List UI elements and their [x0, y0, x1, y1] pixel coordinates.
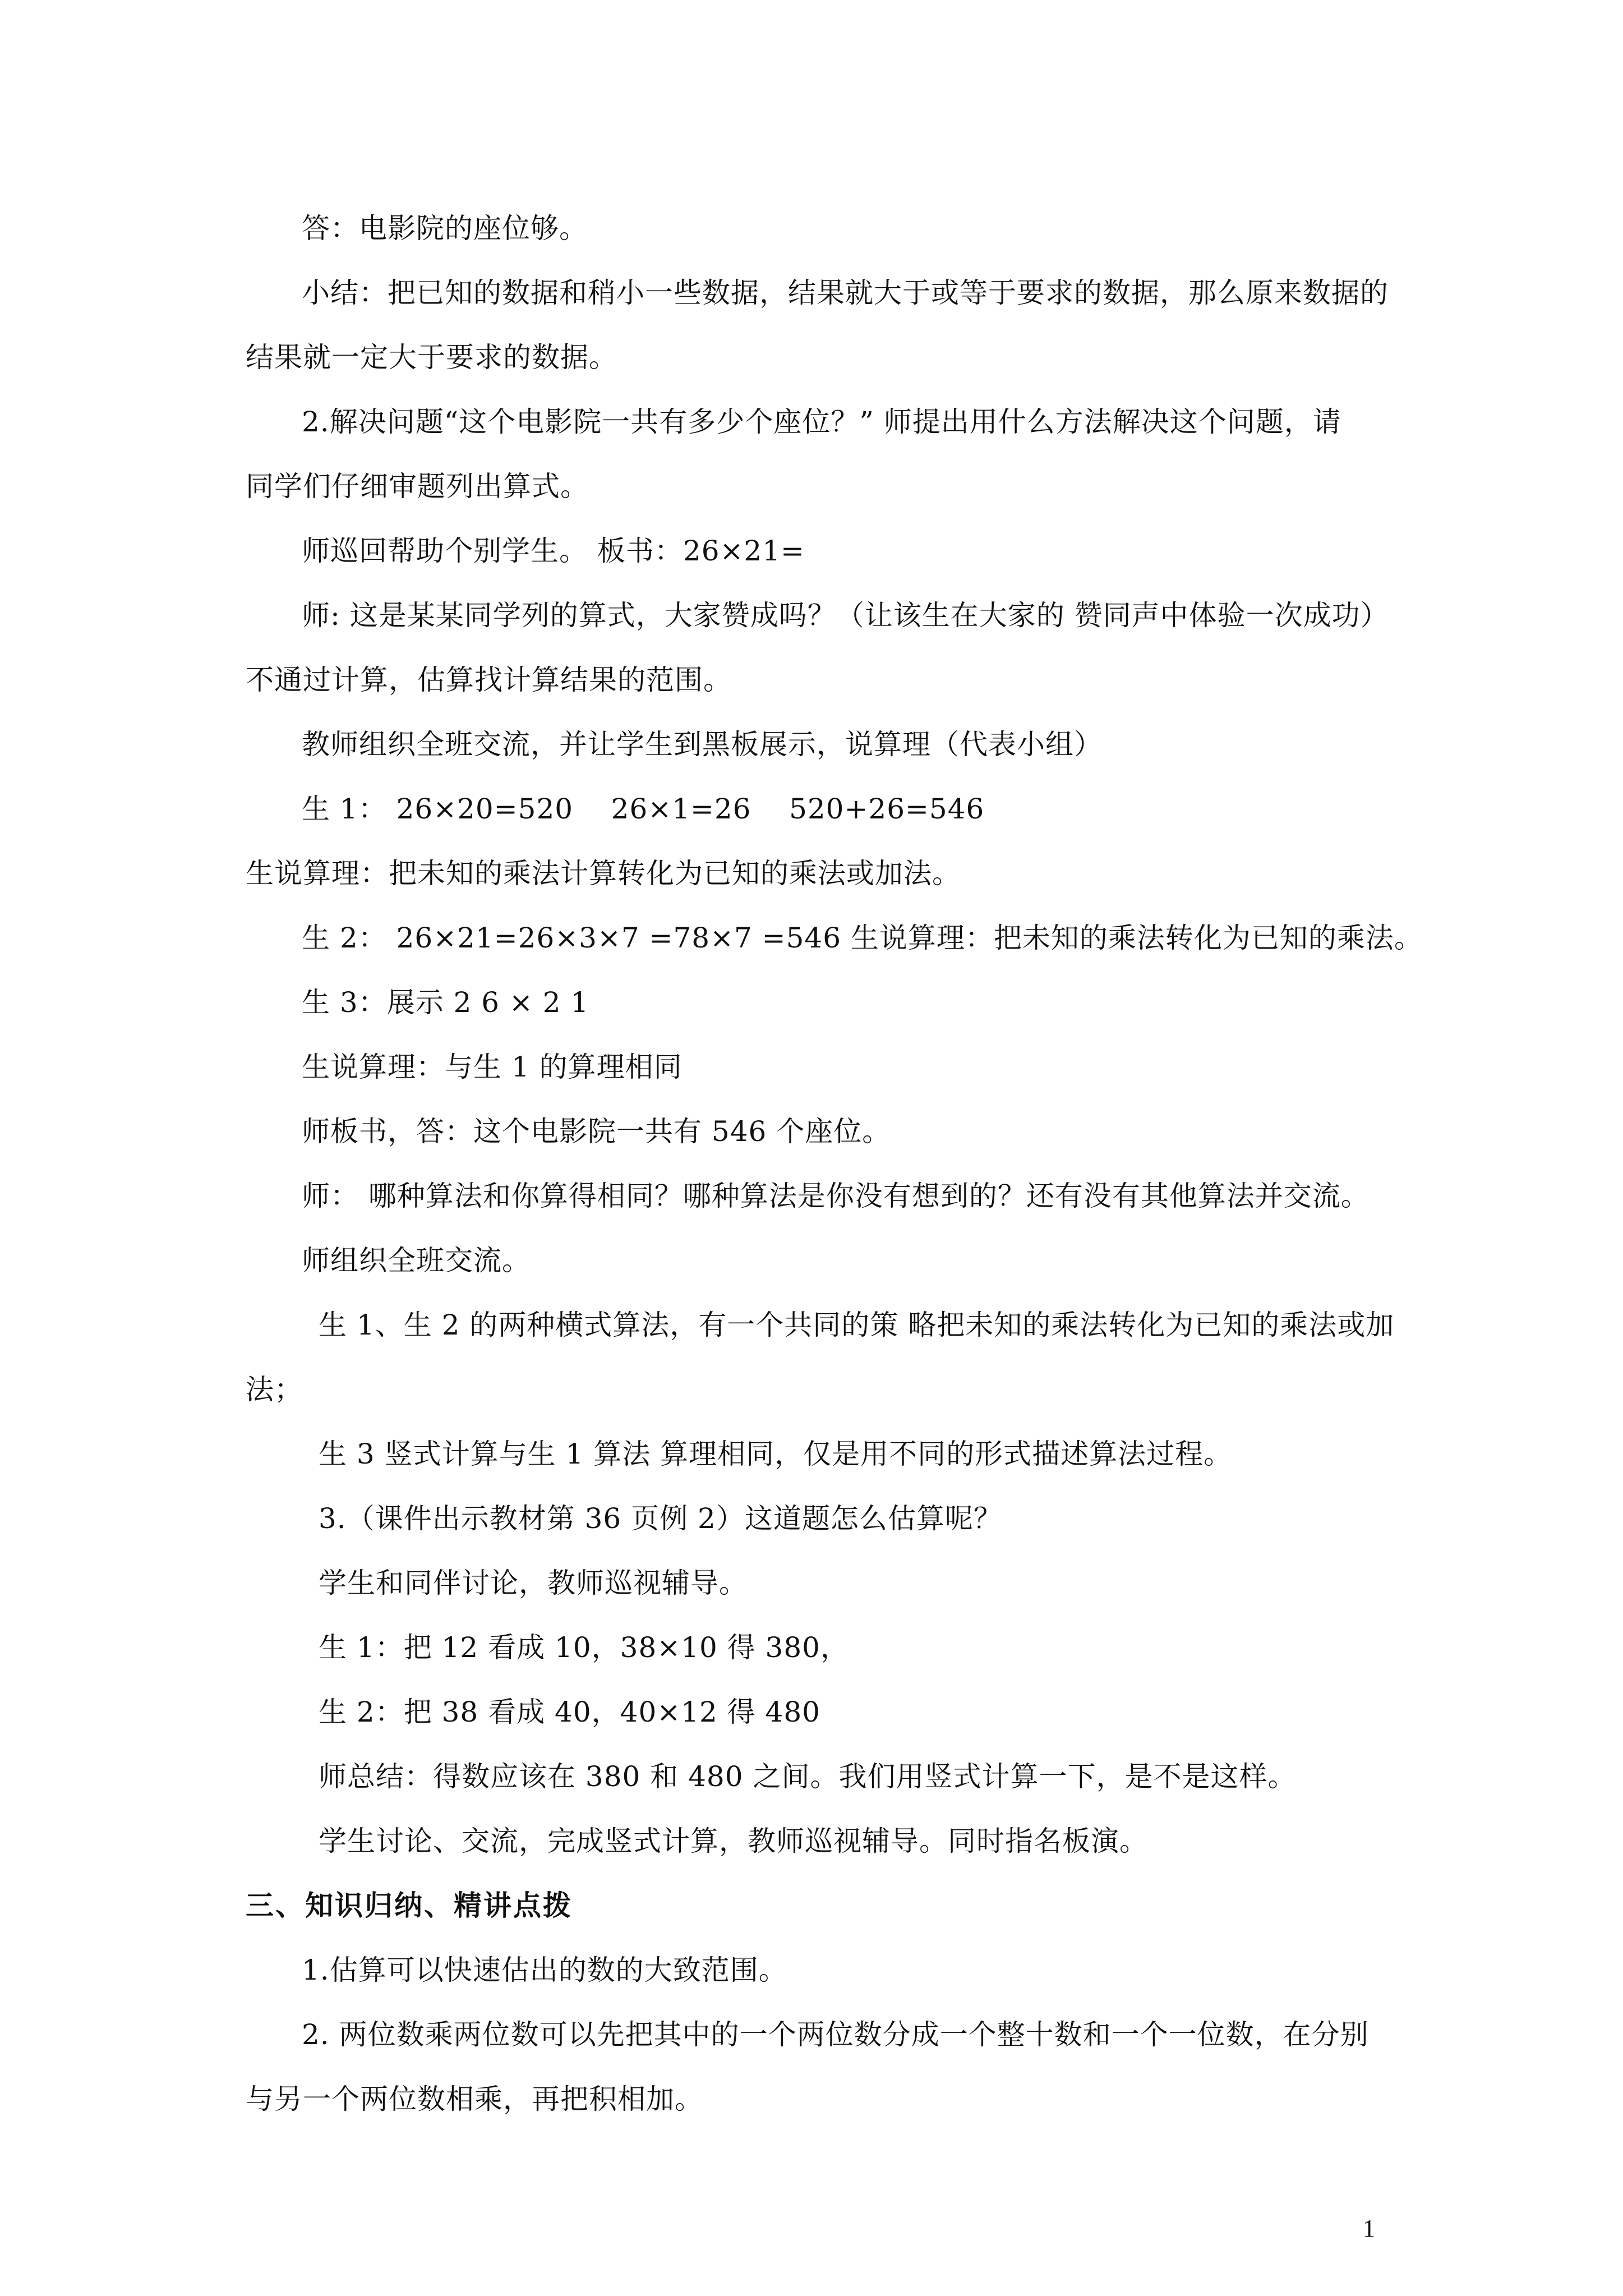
student-1-reason: 生说算理：把未知的乘法计算转化为已知的乘法或加法。: [246, 857, 961, 890]
problem-2-line-cont: 同学们仔细审题列出算式。: [246, 470, 589, 503]
blackboard-line: 师巡回帮助个别学生。 板书：26×21=: [302, 535, 805, 567]
class-exchange-line: 教师组织全班交流，并让学生到黑板展示，说算理（代表小组）: [302, 728, 1103, 761]
strategy-line: 生 1、生 2 的两种横式算法，有一个共同的策 略把未知的乘法转化为已知的乘法或加: [319, 1309, 1395, 1341]
estimate-1-line: 生 1：把 12 看成 10，38×10 得 380，: [319, 1631, 849, 1664]
page-number: 1: [1363, 2215, 1375, 2242]
problem-2-line: 2.解决问题“这个电影院一共有多少个座位？” 师提出用什么方法解决这个问题，请: [302, 406, 1341, 438]
answer-line: 答：电影院的座位够。: [302, 212, 588, 245]
estimate-2-line: 生 2：把 38 看成 40，40×12 得 480: [319, 1696, 820, 1728]
strategy-line-cont: 法；: [246, 1373, 303, 1406]
class-exchange-2: 师组织全班交流。: [302, 1244, 531, 1277]
section-heading: 三、知识归纳、精讲点拨: [246, 1889, 573, 1922]
student-3-reason: 生说算理：与生 1 的算理相同: [302, 1051, 683, 1083]
student-2-calc: 生 2： 26×21=26×3×7 =78×7 =546 生说算理：把未知的乘法转化为已知的乘法。: [302, 922, 1423, 954]
discussion-line: 学生和同伴讨论，教师巡视辅导。: [319, 1567, 748, 1599]
teacher-question: 师： 哪种算法和你算得相同？哪种算法是你没有想到的？还有没有其他算法并交流。: [302, 1180, 1370, 1212]
summary-line: 小结：把已知的数据和稍小一些数据，结果就大于或等于要求的数据，那么原来数据的: [302, 277, 1389, 309]
example-2-line: 3.（课件出示教材第 36 页例 2）这道题怎么估算呢？: [319, 1502, 1002, 1535]
student-3-calc: 生 3：展示 2 6 × 2 1: [302, 986, 589, 1019]
student-1-calc: 生 1： 26×20=520 26×1=26 520+26=546: [302, 793, 985, 825]
vertical-calc-line: 生 3 竖式计算与生 1 算法 算理相同，仅是用不同的形式描述算法过程。: [319, 1438, 1233, 1470]
knowledge-point-2-cont: 与另一个两位数相乘，再把积相加。: [246, 2083, 703, 2115]
teacher-line: 师: 这是某某同学列的算式，大家赞成吗？（让该生在大家的 赞同声中体验一次成功）: [302, 599, 1389, 632]
teacher-line-cont: 不通过计算，估算找计算结果的范围。: [246, 664, 732, 696]
board-demo-line: 学生讨论、交流，完成竖式计算，教师巡视辅导。同时指名板演。: [319, 1825, 1148, 1857]
blackboard-answer: 师板书，答：这个电影院一共有 546 个座位。: [302, 1115, 891, 1148]
summary-line-cont: 结果就一定大于要求的数据。: [246, 341, 617, 374]
knowledge-point-2: 2. 两位数乘两位数可以先把其中的一个两位数分成一个整十数和一个一位数，在分别: [302, 2018, 1369, 2051]
teacher-summary-line: 师总结：得数应该在 380 和 480 之间。我们用竖式计算一下，是不是这样。: [319, 1760, 1297, 1793]
knowledge-point-1: 1.估算可以快速估出的数的大致范围。: [302, 1954, 787, 1986]
